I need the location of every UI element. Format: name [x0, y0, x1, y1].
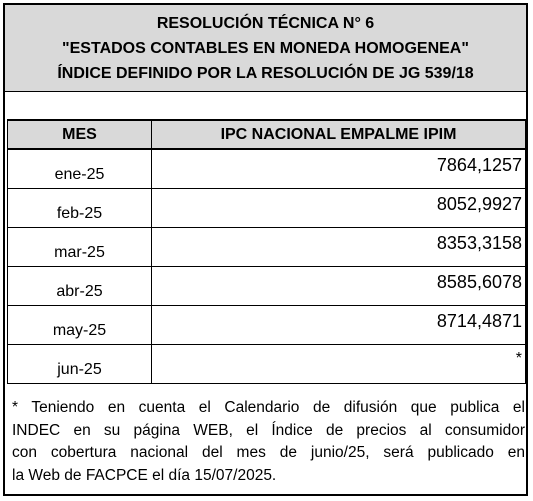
ipc-table	[7, 119, 526, 384]
month-cell: feb-25	[8, 189, 152, 228]
resolution-subtitle: "ESTADOS CONTABLES EN MONEDA HOMOGENEA"	[62, 39, 469, 57]
index-definition: ÍNDICE DEFINIDO POR LA RESOLUCIÓN DE JG 539/18	[57, 64, 474, 82]
resolution-title: RESOLUCIÓN TÉCNICA N° 6	[156, 14, 375, 32]
column-header-ipc: IPC NACIONAL EMPALME IPIM	[152, 120, 526, 149]
index-value-cell: 8052,9927	[152, 189, 526, 228]
footnote-line: INDEC en su página WEB, el Índice de precios al consumidor	[12, 421, 525, 439]
table-row	[8, 306, 526, 345]
table-row	[8, 228, 526, 267]
table-row	[8, 189, 526, 228]
footnote-line: con cobertura nacional del mes de junio/25, será publicado en	[12, 444, 525, 461]
footnote	[12, 397, 525, 487]
document-header	[5, 5, 526, 92]
index-value-cell: 8353,3158	[152, 228, 526, 267]
month-cell: mar-25	[8, 228, 152, 267]
month-cell: abr-25	[8, 267, 152, 306]
table-header-row	[8, 120, 526, 149]
index-value-cell: 8585,6078	[152, 267, 526, 306]
table-row	[8, 345, 526, 384]
month-cell: may-25	[8, 306, 152, 345]
table-row	[8, 149, 526, 189]
index-value-cell: 7864,1257	[152, 149, 526, 189]
month-cell: ene-25	[8, 149, 152, 189]
table-row	[8, 267, 526, 306]
footnote-line: la Web de FACPCE el día 15/07/2025.	[12, 466, 277, 484]
index-value-cell: *	[152, 345, 526, 384]
column-header-mes: MES	[8, 120, 152, 149]
index-value-cell: 8714,4871	[152, 306, 526, 345]
footnote-line: * Teniendo en cuenta el Calendario de difusión que publica el	[12, 399, 525, 416]
month-cell: jun-25	[8, 345, 152, 384]
